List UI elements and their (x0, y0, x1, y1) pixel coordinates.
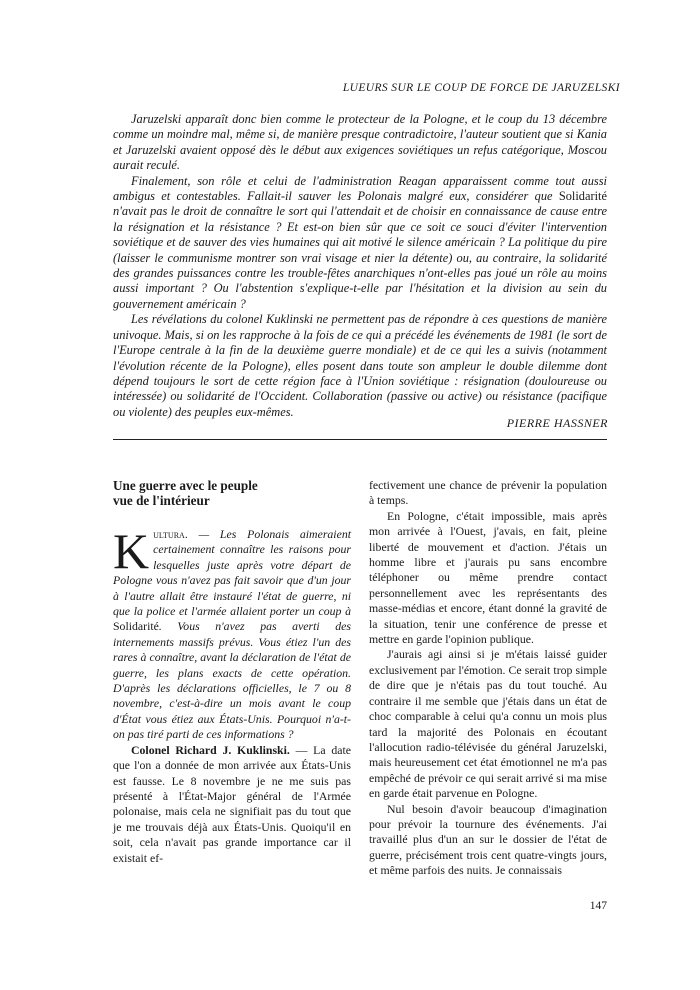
intro-paragraph-1: Jaruzelski apparaît donc bien comme le protecteur de la Pologne, et le coup du 13 décembre comme un moindre mal, même si, de manière presque contradictoire, l'auteur soutient que si Kania et Jaruzelski avaient opposé dès le début aux exigences soviétiques un refus catégorique, Moscou aurait reculé. (113, 112, 607, 173)
article-title-line-1: Une guerre avec le peuple (113, 478, 258, 493)
interview-answer (113, 743, 351, 866)
intro-paragraph-3: Les révélations du colonel Kuklinski ne permettent pas de répondre à ces questions de manière univoque. Mais, si on les rapproche à la fois de ce qui a précédé les événements de 1981 (le sort de l'Europe centrale à la fin de la deuxième guerre mondiale) et de ce qui les a suivis (notamment l'évolution récente de la Pologne), elles posent dans toute son ampleur le double dilemme dont dépend toujours le sort de cette région face à l'Union soviétique : résignation (douloureuse ou intéressée) ou solidarité de l'Occident. Collaboration (passive ou active) ou résistance (pacifique ou violente) des peuples eux-mêmes. (113, 312, 607, 419)
interview-question (113, 523, 351, 743)
intro-paragraph-2-end: n'avait pas le droit de connaître le sort qui l'attendait et de choisir en connaissance de cause entre la résignation et la résistance ? Et est-on bien sûr que ce soit ce souci d'éviter l'intervention soviétique et de sauver des vies humaines qui ait motivé le silence américain ? La politique du pire (laisser le communisme montrer son vrai visage et nier la détente) ou, au contraire, la solidarité des grandes puissances contre les trouble-fêtes anarchiques n'ont-elles pas joué un rôle au moins aussi important ? Ou l'abstention s'explique-t-elle par l'hésitation et la division au sein du gouvernement américain ? (113, 204, 607, 311)
speaker-name: Colonel Richard J. Kuklinski. (131, 742, 290, 757)
left-column (113, 478, 351, 866)
answer-paragraph-3: J'aurais agi ainsi si je m'étais laissé guider exclusivement par l'émotion. Ce serait trop simple de dire que je n'étais pas du tout touché. Au contraire il me semble que j'étais dans un état de choc comparable à celui qu'a connu un mois plus tard la majorité des Polonais en écoutant l'allocution radio-télévisée du général Jaruzelski, mais heureusement cet état émotionnel ne m'a pas empêché de prévoir ce qui serait arrivé si ma mise en garde était parvenue en Pologne. (369, 647, 607, 801)
article-title-line-2: vue de l'intérieur (113, 493, 210, 508)
review-conclusion (113, 112, 607, 420)
question-text-2: . Vous n'avez pas averti des internements massifs prévus. Vous étiez l'un des rares à connaître, avant la déclaration de l'état de guerre, les plans exacts de cette opération. D'après les déclarations officielles, le 7 ou 8 novembre, c'est-à-dire un mois avant le coup d'État vous étiez aux États-Unis. Pourquoi n'a-t-on pas tiré parti de ces informations ? (113, 619, 351, 742)
author-signature: PIERRE HASSNER (506, 416, 608, 430)
running-head: LUEURS SUR LE COUP DE FORCE DE JARUZELSKI (342, 82, 620, 94)
intro-paragraph-2 (113, 174, 607, 313)
source-label: ultura. (153, 527, 188, 541)
answer-text: — La date que l'on a donnée de mon arrivée aux États-Unis est fausse. Le 8 novembre je ne me suis pas présenté à l'État-Major général de l'Armée polonaise, mais cela ne signifiait pas du tout que je me trouvais déjà aux États-Unis. Quoiqu'il en soit, cela n'avait pas grande importance car il existait ef- (113, 742, 351, 865)
right-column (369, 478, 607, 879)
answer-paragraph-2: En Pologne, c'était impossible, mais après mon arrivée à l'Ouest, j'avais, en fait, pleine liberté de mouvement et d'action. J'étais un homme libre et j'aurais pu sans encombre téléphoner ou même prendre contact personnellement avec les représentants des masse-médias et encore, étant donné la gravité de la situation, tenir une conférence de presse et mettre en garde l'opinion publique. (369, 508, 607, 647)
question-solidarity-word: Solidarité (113, 619, 159, 634)
intro-paragraph-2-start: Finalement, son rôle et celui de l'administration Reagan apparaissent comme tout aussi ambigus et contestables. Fallait-il sauver les Polonais malgré eux, considérer que (113, 173, 607, 204)
page-number: 147 (589, 900, 607, 912)
question-text-1: — Les Polonais aimeraient certainement connaître les raisons pour lesquelles juste après votre départ de Pologne vous n'avez pas fait savoir que d'un jour à l'autre allait être instauré l'état de guerre, ni que la police et l'armée allaient porter un coup à (113, 527, 351, 619)
drop-cap: K (113, 523, 150, 579)
section-divider (113, 439, 607, 440)
article-title (113, 478, 351, 508)
answer-paragraph-4: Nul besoin d'avoir beaucoup d'imagination pour prévoir la tournure des événements. J'ai travaillé plus d'un an sur le dossier de l'état de guerre, précisément trois cent quatre-vingts jours, et même parfois des nuits. Je connaissais (369, 801, 607, 878)
answer-continuation: fectivement une chance de prévenir la population à temps. (369, 478, 607, 508)
solidarity-word: Solidarité (558, 189, 607, 204)
